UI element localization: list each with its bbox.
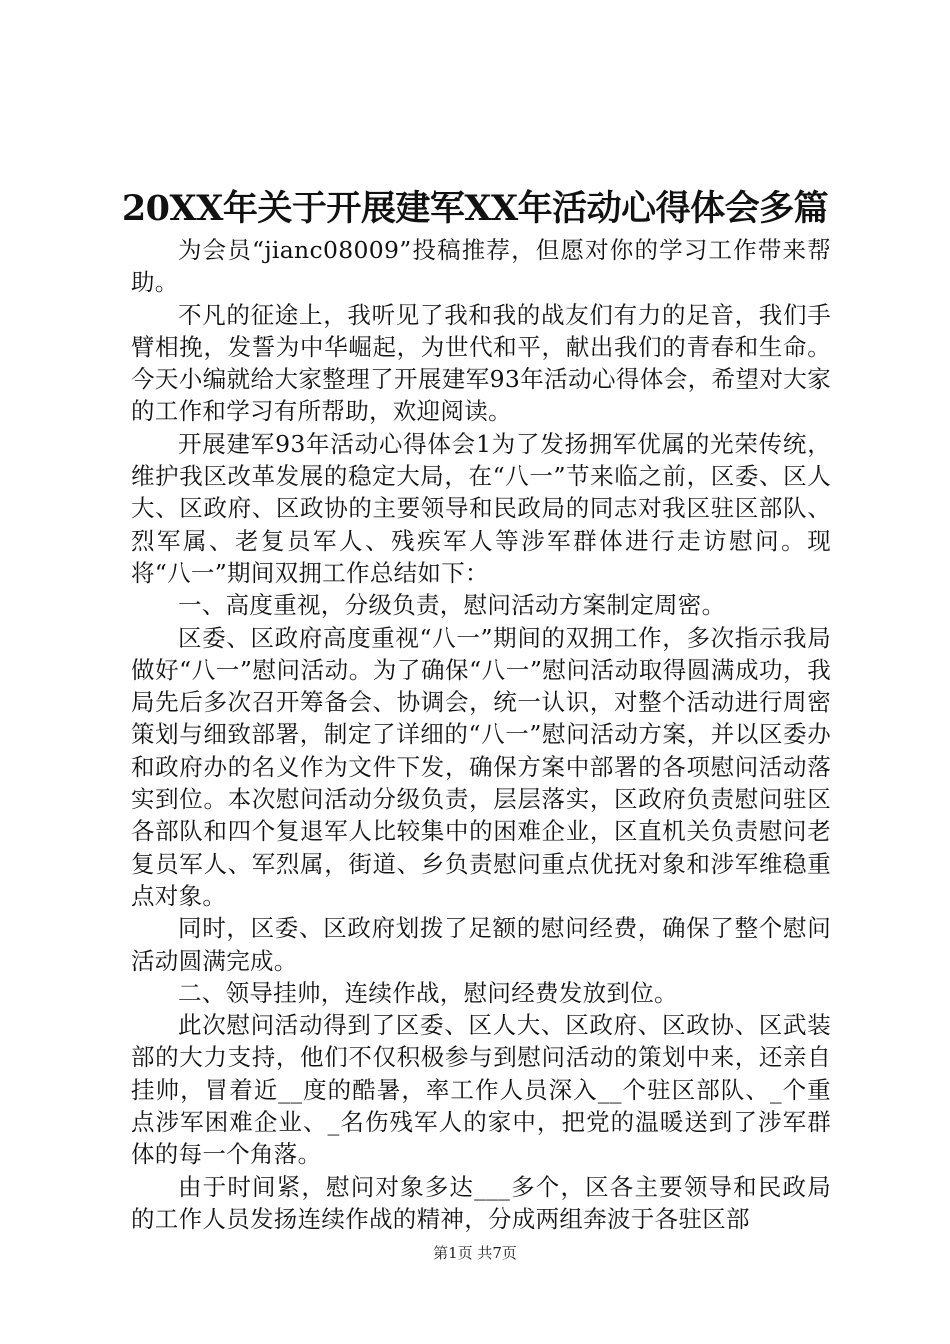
page-number: 第1页 共7页	[433, 1244, 517, 1262]
paragraph: 不凡的征途上，我听见了我和我的战友们有力的足音，我们手臂相挽，发誓为中华崛起，为世代和平，献出我们的青春和生命。今天小编就给大家整理了开展建军93年活动心得体会，希望对大家的工作和学习有所帮助，欢迎阅读。	[131, 300, 831, 426]
section-heading: 一、高度重视，分级负责，慰问活动方案制定周密。	[178, 591, 726, 620]
paragraph: 开展建军93年活动心得体会1为了发扬拥军优属的光荣传统，维护我区改革发展的稳定大局，在“八一”节来临之前，区委、区人大、区政府、区政协的主要领导和民政局的同志对我区驻区部队、烈军属、老复员军人、残疾军人等涉军群体进行走访慰问。现将“八一”期间双拥工作总结如下：	[131, 429, 831, 587]
paragraph: 为会员“jianc08009”投稿推荐，但愿对你的学习工作带来帮助。	[131, 236, 831, 297]
paragraph: 此次慰问活动得到了区委、区人大、区政府、区政协、区武装部的大力支持，他们不仅积极参与到慰问活动的策划中来，还亲自挂帅，冒着近__度的酷暑，率工作人员深入__个驻区部队、_个重点涉军困难企业、_名伤残军人的家中，把党的温暖送到了涉军群体的每一个角落。	[131, 1011, 831, 1169]
document-body	[131, 234, 831, 1235]
paragraph: 同时，区委、区政府划拨了足额的慰问经费，确保了整个慰问活动圆满完成。	[131, 914, 831, 975]
paragraph: 由于时间紧，慰问对象多达___多个，区各主要领导和民政局的工作人员发扬连续作战的精神，分成两组奔波于各驻区部	[131, 1172, 831, 1233]
document-title: 20XX年关于开展建军XX年活动心得体会多篇	[121, 188, 829, 229]
section-heading: 二、领导挂帅，连续作战，慰问经费发放到位。	[178, 978, 678, 1007]
paragraph: 区委、区政府高度重视“八一”期间的双拥工作，多次指示我局做好“八一”慰问活动。为了确保“八一”慰问活动取得圆满成功，我局先后多次召开筹备会、协调会，统一认识，对整个活动进行周密策划与细致部署，制定了详细的“八一”慰问活动方案，并以区委办和政府办的名义作为文件下发，确保方案中部署的各项慰问活动落实到位。本次慰问活动分级负责，层层落实，区政府负责慰问驻区各部队和四个复退军人比较集中的困难企业，区直机关负责慰问老复员军人、军烈属，街道、乡负责慰问重点优抚对象和涉军维稳重点对象。	[131, 623, 831, 910]
